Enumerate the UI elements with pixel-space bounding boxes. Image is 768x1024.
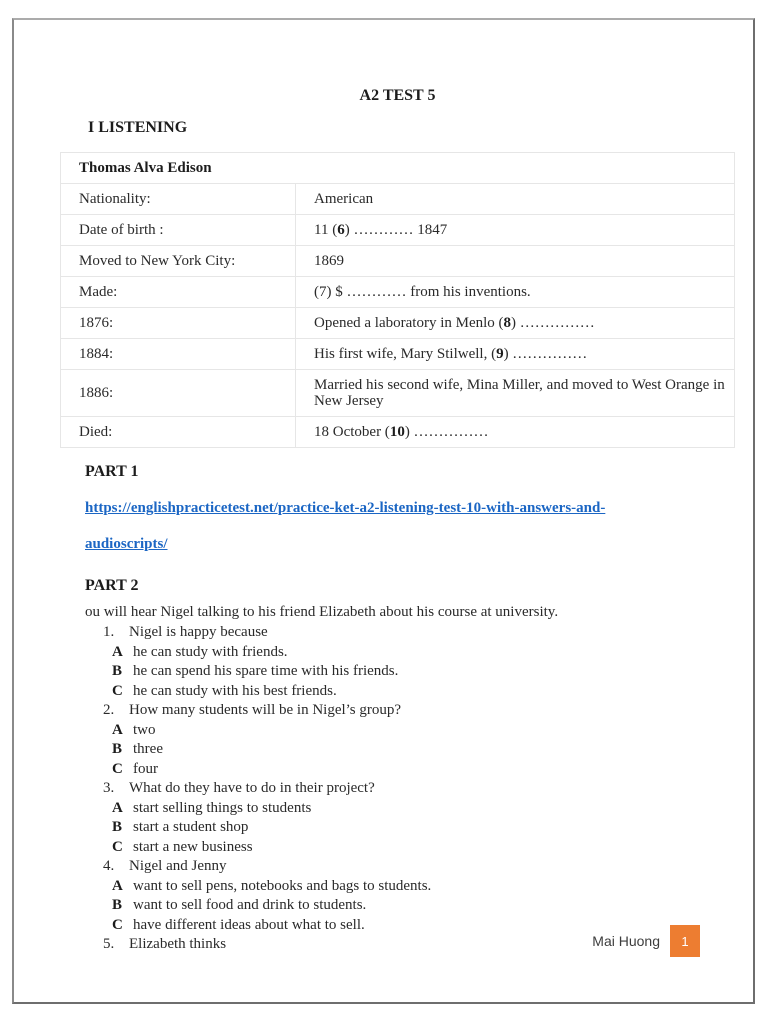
row-label: Made:	[61, 277, 296, 308]
option-letter: C	[112, 682, 123, 699]
table-row	[61, 417, 735, 448]
option-2b	[112, 740, 735, 760]
question-2	[103, 701, 735, 721]
table-row	[61, 246, 735, 277]
practice-test-link[interactable]	[85, 490, 735, 562]
table-row	[61, 277, 735, 308]
row-label: Died:	[61, 417, 296, 448]
row-label: 1886:	[61, 370, 296, 417]
option-text: he can study with friends.	[133, 643, 288, 660]
question-text: Nigel and Jenny	[129, 858, 227, 874]
option-text: start selling things to students	[133, 799, 312, 816]
option-text: two	[133, 721, 156, 738]
row-label: Nationality:	[61, 184, 296, 215]
option-1c	[112, 682, 735, 702]
table-row	[61, 370, 735, 417]
option-letter: A	[112, 799, 123, 816]
question-number: 3.	[103, 780, 115, 796]
table-header-row	[61, 153, 735, 184]
option-letter: A	[112, 721, 123, 738]
row-value: 1869	[296, 246, 735, 277]
question-text: How many students will be in Nigel’s group?	[129, 702, 402, 718]
table-row	[61, 308, 735, 339]
table-header: Thomas Alva Edison	[61, 153, 735, 184]
option-letter: B	[112, 663, 123, 679]
option-2a	[112, 721, 735, 741]
row-label: Date of birth :	[61, 215, 296, 246]
option-1b	[112, 662, 735, 682]
question-text: Nigel is happy because	[129, 624, 268, 640]
question-number: 4.	[103, 858, 115, 874]
option-3c	[112, 838, 735, 858]
option-1a	[112, 643, 735, 663]
table-row	[61, 184, 735, 215]
option-text: want to sell pens, notebooks and bags to students.	[133, 877, 432, 894]
question-text: Elizabeth thinks	[129, 936, 227, 952]
part2-intro: ou will hear Nigel talking to his friend Elizabeth about his course at university.	[85, 604, 559, 620]
option-4b	[112, 896, 735, 916]
row-label: Moved to New York City:	[61, 246, 296, 277]
option-text: start a new business	[133, 838, 253, 855]
question-4	[103, 857, 735, 877]
option-text: he can spend his spare time with his friends.	[133, 663, 399, 679]
option-letter: A	[112, 643, 123, 660]
option-text: want to sell food and drink to students.	[133, 897, 367, 913]
row-value: 11 (6) ………… 1847	[296, 215, 735, 246]
row-value: 18 October (10) ……………	[296, 417, 735, 448]
option-text: have different ideas about what to sell.	[133, 916, 365, 933]
question-text: What do they have to do in their project?	[129, 780, 375, 796]
option-letter: B	[112, 819, 123, 835]
option-3a	[112, 799, 735, 819]
option-text: three	[133, 741, 163, 757]
option-letter: C	[112, 916, 123, 933]
row-value: Opened a laboratory in Menlo (8) ……………	[296, 308, 735, 339]
row-value: American	[296, 184, 735, 215]
row-label: 1884:	[61, 339, 296, 370]
author-name: Mai Huong	[592, 933, 660, 949]
option-3b	[112, 818, 735, 838]
edison-table	[60, 152, 735, 448]
row-label: 1876:	[61, 308, 296, 339]
option-text: start a student shop	[133, 819, 249, 835]
part1-heading: PART 1	[85, 463, 139, 480]
row-value: (7) $ ………… from his inventions.	[296, 277, 735, 308]
row-value: Married his second wife, Mina Miller, and moved to West Orange in New Jersey	[296, 370, 735, 417]
row-value: His first wife, Mary Stilwell, (9) ……………	[296, 339, 735, 370]
option-4a	[112, 877, 735, 897]
document-title: A2 TEST 5	[359, 87, 436, 104]
part2-questions	[60, 623, 735, 955]
option-letter: B	[112, 741, 123, 757]
table-row	[61, 339, 735, 370]
question-number: 1.	[103, 624, 115, 640]
option-letter: A	[112, 877, 123, 894]
document-page	[12, 18, 755, 1004]
question-3	[103, 779, 735, 799]
listening-heading: I LISTENING	[88, 119, 188, 136]
option-letter: C	[112, 760, 123, 777]
page-footer	[592, 925, 700, 957]
question-number: 5.	[103, 936, 115, 952]
option-text: he can study with his best friends.	[133, 682, 337, 699]
option-2c	[112, 760, 735, 780]
part2-heading: PART 2	[85, 577, 139, 594]
option-letter: C	[112, 838, 123, 855]
link-line-1: https://englishpracticetest.net/practice-ket-a2-listening-test-10-with-answers-and-	[85, 500, 606, 516]
question-number: 2.	[103, 702, 115, 718]
option-text: four	[133, 760, 158, 777]
option-letter: B	[112, 897, 123, 913]
page-number-badge: 1	[670, 925, 700, 957]
link-line-2: audioscripts/	[85, 536, 168, 552]
question-1	[103, 623, 735, 643]
table-row	[61, 215, 735, 246]
